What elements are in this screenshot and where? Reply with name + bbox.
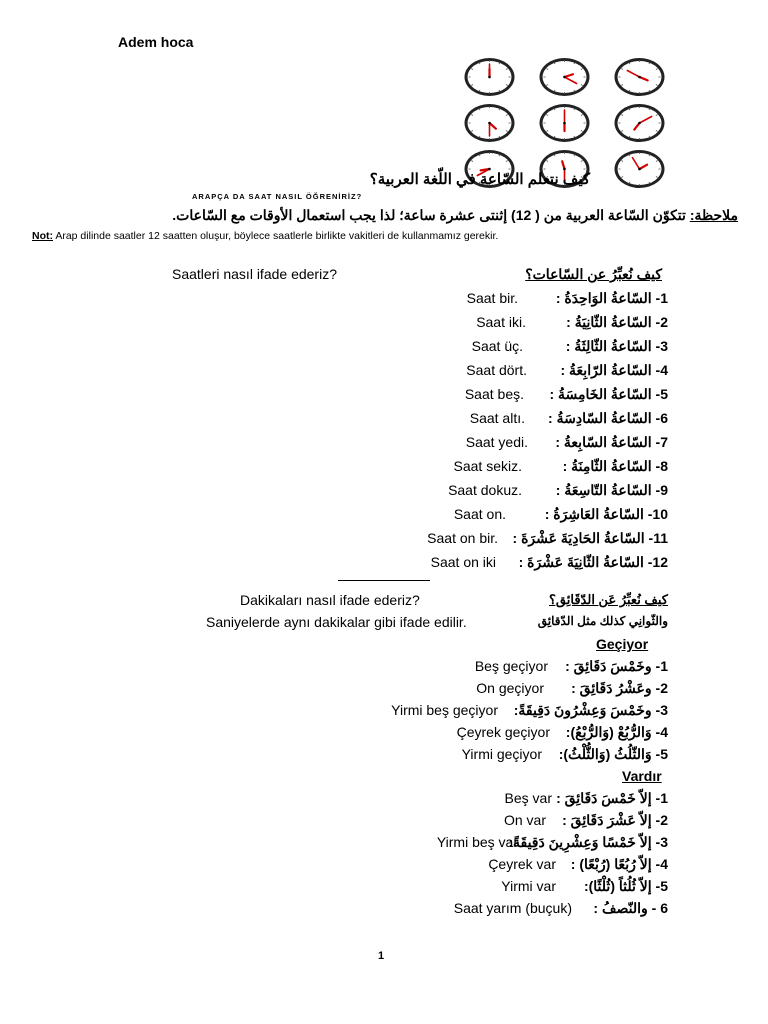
to-item-ar: 1- إلاّ خَمْسَ دَقَائِقَ : xyxy=(556,790,668,806)
hour-item-tr: Saat üç. xyxy=(471,338,523,354)
note-arabic xyxy=(172,207,738,224)
past-item-tr: On geçiyor xyxy=(476,680,544,696)
hour-item-tr: Saat sekiz. xyxy=(453,458,522,474)
author-name: Adem hoca xyxy=(118,34,194,50)
hour-item-ar: 12- السّاعةُ الثّانِيَةَ عَشْرَةَ : xyxy=(518,554,668,570)
hour-item-tr: Saat beş. xyxy=(464,386,524,402)
hour-item-ar: 10- السّاعةُ العَاشِرَةُ : xyxy=(544,506,668,522)
seconds-note-turkish-text: Saniyelerde aynı dakikalar gibi ifade edilir xyxy=(206,614,463,630)
past-item-tr: Çeyrek geçiyor xyxy=(456,724,550,740)
to-item-tr: Çeyrek var xyxy=(488,856,556,872)
to-item-ar: 5- إلاّ ثُلُثاً (ثُلْثًا): xyxy=(583,878,668,894)
clock-pivot xyxy=(563,76,566,79)
hours-question-arabic: كيف نُعبِّرُ عن السّاعات؟ xyxy=(525,266,662,282)
to-item-tr: Beş var xyxy=(504,790,552,806)
to-heading: Vardır xyxy=(622,768,662,784)
to-item-ar: 6 - والنّصفُ : xyxy=(593,900,668,916)
to-item-tr: On var xyxy=(503,812,546,828)
clock-pivot xyxy=(638,76,641,79)
clock-pivot xyxy=(563,122,566,125)
past-item-tr: Beş geçiyor xyxy=(474,658,548,674)
clock-pivot xyxy=(638,168,641,171)
hour-item-ar: 8- السّاعةُ الثّامِنَةُ : xyxy=(562,458,668,474)
hour-item-ar: 9- السّاعةُ التّاسِعَةُ : xyxy=(555,482,668,498)
hour-item-tr: Saat altı. xyxy=(469,410,525,426)
clock-pivot xyxy=(488,122,491,125)
hour-item-tr: Saat yedi. xyxy=(465,434,528,450)
note-arabic-label: ملاحظة: xyxy=(689,207,738,223)
to-item-tr: Saat yarım (buçuk) xyxy=(453,900,572,916)
seconds-note-arabic: والثّوانِي كذلك مثل الدّقائِق xyxy=(537,614,668,628)
hour-item-ar: 6- السّاعةُ السّادِسَةُ : xyxy=(548,410,668,426)
clock-pivot xyxy=(488,76,491,79)
past-item-ar: 2- وعَشْرُ دَقَائِقَ : xyxy=(571,680,668,696)
to-item-tr: Yirmi var xyxy=(501,878,556,894)
clock-pivot xyxy=(638,122,641,125)
title-arabic: كيف نتعلم السّاعة في اللّغة العربية؟ xyxy=(369,171,590,188)
note-turkish xyxy=(32,230,498,242)
past-item-tr: Yirmi beş geçiyor xyxy=(391,702,498,718)
hour-item-tr: Saat on iki xyxy=(430,554,496,570)
hour-item-ar: 11- السّاعةُ الحَادِيَةَ عَشْرَةَ : xyxy=(512,530,668,546)
past-item-ar: 5- وَالثّلُثُ (وَالثُّلْثُ): xyxy=(558,746,668,762)
hour-item-ar: 5- السّاعةُ الخَامِسَةُ : xyxy=(549,386,668,402)
hour-item-ar: 3- السّاعةُ الثّالِثَةُ : xyxy=(565,338,668,354)
note-turkish-label: Not: xyxy=(32,230,53,242)
hour-item-tr: Saat iki. xyxy=(476,314,526,330)
past-item-tr: Yirmi geçiyor xyxy=(461,746,542,762)
hours-question-turkish: Saatleri nasıl ifade ederiz? xyxy=(172,266,337,282)
past-item-ar: 3- وخَمْسَ وَعِشْرُونَ دَقِيقَةً: xyxy=(513,702,668,718)
seconds-note-turkish: Saniyelerde aynı dakikalar gibi ifade edilir. xyxy=(206,614,467,630)
note-arabic-text: تتكوّن السّاعة العربية من ( 12) إثنتى عشرة ساعة؛ لذا يجب استعمال الأوقات مع السّاعات. xyxy=(172,207,686,223)
past-item-ar: 4- وَالرُّبُعْ (وَالرُّبْعُ): xyxy=(565,724,668,740)
hour-item-tr: Saat bir. xyxy=(466,290,518,306)
hour-item-ar: 7- السّاعةُ السّابِعةُ : xyxy=(555,434,668,450)
hour-item-tr: Saat on bir. xyxy=(427,530,498,546)
hour-item-ar: 1- السّاعةُ الوَاحِدَةُ : xyxy=(555,290,668,306)
note-turkish-text: Arap dilinde saatler 12 saatten oluşur, böylece saatlerle birlikte vakitleri de kullanmamız gerekir. xyxy=(53,230,499,242)
to-item-ar: 3- إلاّ خَمْسًا وَعِشْرِينَ دَقِيقَةً: xyxy=(508,834,668,850)
minutes-question-turkish: Dakikaları nasıl ifade ederiz? xyxy=(240,592,420,608)
minutes-question-arabic: كيف نُعبِّرُ عَن الدّقَائِق؟ xyxy=(549,592,668,607)
page-number: 1 xyxy=(378,950,385,962)
hour-item-tr: Saat dokuz. xyxy=(448,482,522,498)
title-turkish: ARAPÇA DA SAAT NASIL ÖĞRENİRİZ? xyxy=(192,192,363,201)
past-item-ar: 1- وخَمْسَ دَقَائِقَ : xyxy=(565,658,668,674)
section-divider xyxy=(338,580,430,581)
to-item-ar: 4- إلاّ رُبُعًا (رُبْعًا) : xyxy=(570,856,668,872)
past-heading: Geçiyor xyxy=(596,636,649,652)
hour-item-tr: Saat on. xyxy=(453,506,506,522)
hour-item-tr: Saat dört. xyxy=(466,362,527,378)
to-item-tr: Yirmi beş var xyxy=(436,834,518,850)
to-item-ar: 2- إلاّ عَشْرَ دَقَائِقَ : xyxy=(562,812,668,828)
hour-item-ar: 2- السّاعةُ الثّانِيَةُ : xyxy=(566,314,668,330)
hour-item-ar: 4- السّاعةُ الرّابِعَةُ : xyxy=(560,362,668,378)
